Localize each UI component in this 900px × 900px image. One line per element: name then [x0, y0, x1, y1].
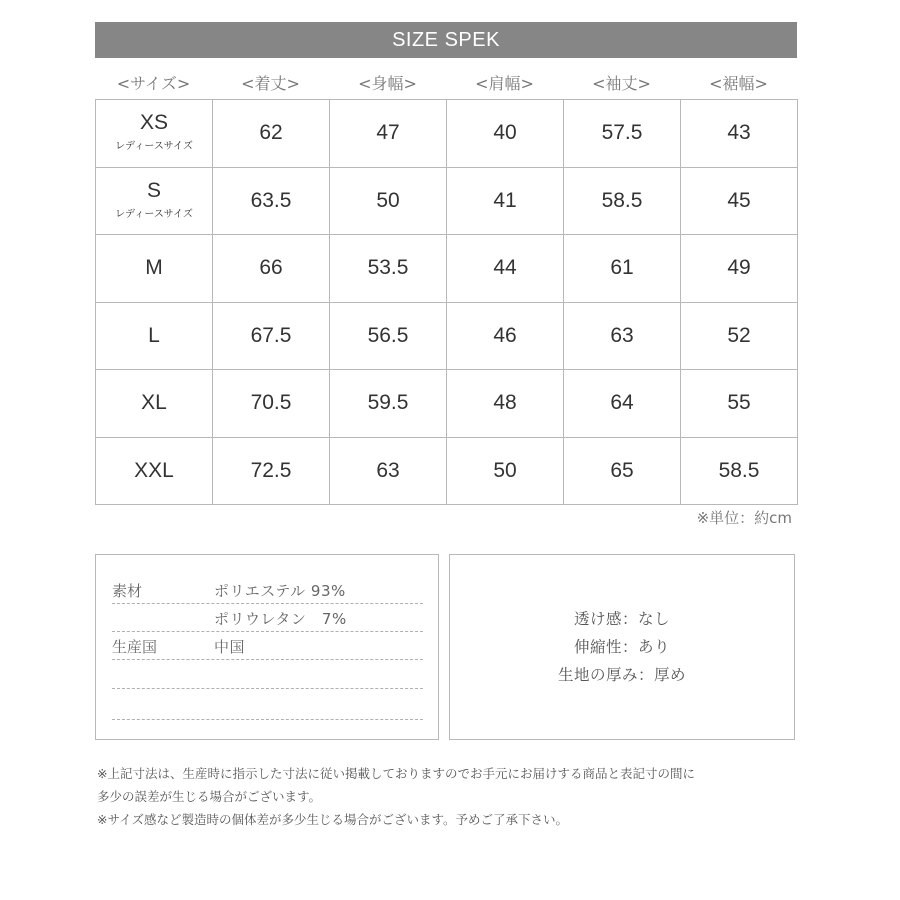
size-cell: XL [96, 370, 213, 438]
table-cell: 48 [447, 370, 564, 438]
size-cell [96, 167, 213, 235]
disclaimer-notes [97, 762, 797, 831]
table-cell: 66 [213, 235, 330, 303]
table-row [96, 302, 798, 370]
table-cell: 40 [447, 100, 564, 168]
table-cell: 50 [447, 437, 564, 505]
table-cell: 57.5 [564, 100, 681, 168]
table-cell: 64 [564, 370, 681, 438]
table-cell: 58.5 [564, 167, 681, 235]
table-cell: 70.5 [213, 370, 330, 438]
table-cell: 49 [681, 235, 798, 303]
unit-note: ※単位：約cm [696, 509, 792, 527]
spec-value: 中国 [214, 638, 246, 656]
table-cell: 62 [213, 100, 330, 168]
size-cell: XXL [96, 437, 213, 505]
size-cell: M [96, 235, 213, 303]
column-header-hem: <裾幅> [709, 74, 768, 93]
table-cell: 59.5 [330, 370, 447, 438]
table-cell: 44 [447, 235, 564, 303]
size-label: S [146, 178, 161, 202]
table-cell: 46 [447, 302, 564, 370]
size-label: XS [139, 111, 168, 135]
material-spec-box [95, 554, 439, 740]
table-cell: 56.5 [330, 302, 447, 370]
column-header-length: <着丈> [241, 74, 300, 93]
size-sublabel: レディースサイズ [115, 141, 193, 153]
table-cell: 67.5 [213, 302, 330, 370]
note-line: ※サイズ感など製造時の個体差が多少生じる場合がございます。予めご了承下さい。 [97, 812, 568, 827]
table-cell: 47 [330, 100, 447, 168]
column-header-size: <サイズ> [116, 74, 191, 93]
spec-row [112, 575, 423, 604]
size-spec-title: SIZE SPEK [95, 22, 797, 58]
spec-value: ポリウレタン 7% [214, 610, 347, 628]
note-line: ※上記寸法は、生産時に指示した寸法に従い掲載しておりますのでお手元にお届けする商品と表記寸の間に [97, 766, 695, 781]
column-header-width: <身幅> [358, 74, 417, 93]
table-row [96, 100, 798, 168]
table-cell: 55 [681, 370, 798, 438]
spec-key: 素材 [112, 582, 143, 600]
column-headers [95, 70, 797, 98]
spec-row [112, 691, 423, 720]
table-row [96, 167, 798, 235]
transparency-text: 透け感：なし [573, 610, 670, 628]
table-cell: 45 [681, 167, 798, 235]
spec-row [112, 631, 423, 660]
table-cell: 53.5 [330, 235, 447, 303]
table-cell: 58.5 [681, 437, 798, 505]
table-cell: 63 [564, 302, 681, 370]
table-row [96, 370, 798, 438]
stretch-text: 伸縮性：あり [573, 638, 670, 656]
table-cell: 65 [564, 437, 681, 505]
fabric-feel-box [449, 554, 795, 740]
table-row [96, 235, 798, 303]
column-header-shoulder: <肩幅> [475, 74, 534, 93]
table-cell: 43 [681, 100, 798, 168]
size-table [95, 99, 798, 505]
spec-row [112, 660, 423, 689]
spec-row [112, 603, 423, 632]
table-cell: 41 [447, 167, 564, 235]
size-cell: L [96, 302, 213, 370]
spec-key: 生産国 [112, 638, 158, 656]
table-cell: 63.5 [213, 167, 330, 235]
spec-value: ポリエステル 93% [214, 582, 346, 600]
table-cell: 61 [564, 235, 681, 303]
table-cell: 52 [681, 302, 798, 370]
size-cell [96, 100, 213, 168]
table-cell: 72.5 [213, 437, 330, 505]
table-cell: 50 [330, 167, 447, 235]
table-row [96, 437, 798, 505]
thickness-text: 生地の厚み：厚め [557, 666, 686, 684]
column-header-sleeve: <袖丈> [592, 74, 651, 93]
size-sublabel: レディースサイズ [115, 208, 193, 220]
note-line: 多少の誤差が生じる場合がございます。 [97, 789, 322, 804]
table-cell: 63 [330, 437, 447, 505]
